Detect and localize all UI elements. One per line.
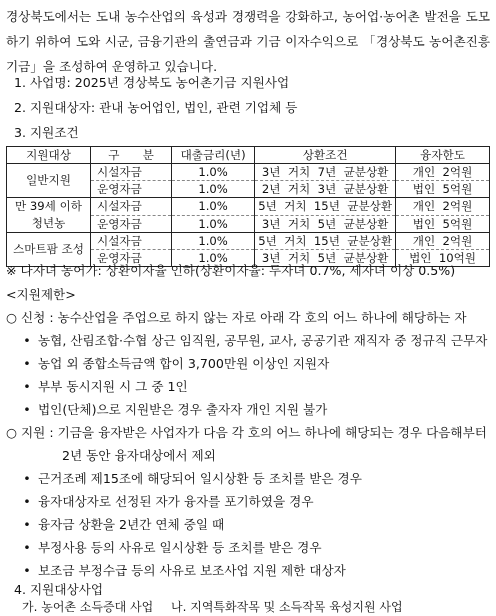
header-target: 지원대상 [7,147,91,164]
support-restriction-heading: ○ 지원 : 기금을 융자받은 사업자가 다음 각 호의 어느 하나에 해당되는 경우 다음해부터 [6,425,487,440]
limit-cell: 개인 2억원 [396,198,490,216]
fund-type: 운영자금 [91,181,172,198]
target-label: 만 39세 이하 [15,199,82,213]
fund-type: 시설자금 [91,233,172,250]
list-item [20,378,188,396]
multi-child-note: ※ 다자녀 농어가: 상환이자율 인하(상환이자율: 두자녀 0.7%, 세자녀 이상 0.5%) [6,263,456,278]
fund-type: 운영자금 [91,250,172,267]
header-rate: 대출금리(년) [171,147,254,164]
rate-cell: 1.0% [171,198,254,216]
repayment-cell: 5년 거치 15년 균분상환 [255,198,396,216]
fund-type: 시설자금 [91,164,172,181]
bullet-icon: • [23,563,31,578]
rate-cell: 1.0% [171,164,254,181]
table-row [7,164,490,181]
target-label: 스마트팜 조성 [13,242,84,256]
bullet-text: 보조금 부정수급 등의 사유로 보조사업 지원 제한 대상자 [38,563,346,578]
restriction-title: <지원제한> [6,287,76,302]
target-general [7,164,91,198]
section4-item-text: 나. 지역특화작목 및 소득작목 육성지원 사업 [171,600,403,614]
section4-item-a [22,599,403,615]
bullet-text: 농업 외 종합소득금액 합이 3,700만원 이상인 지원자 [38,356,330,371]
bullet-icon: • [23,540,31,555]
item-business-name: 1. 사업명: 2025년 경상북도 농어촌기금 지원사업 [14,75,290,90]
limit-cell: 개인 2억원 [396,233,490,250]
fund-type: 시설자금 [91,198,172,216]
item-support-conditions: 3. 지원조건 [14,125,79,140]
rate-cell: 1.0% [171,215,254,233]
repayment-cell: 2년 거치 3년 균분상환 [255,181,396,198]
list-item [20,332,487,350]
list-item [20,401,327,419]
header-repayment: 상환조건 [255,147,396,164]
bullet-text: 농협, 산림조합·수협 상근 임직원, 공무원, 교사, 공공기관 재직자 중 정규직 근무자 [38,333,488,348]
bullet-icon: • [23,471,31,486]
rate-cell: 1.0% [171,233,254,250]
support-conditions-table [6,146,490,267]
target-label: 일반지원 [26,173,71,187]
bullet-icon: • [23,333,31,348]
table-row [7,233,490,250]
list-item [20,562,346,580]
header-category: 구 분 [91,147,172,164]
bullet-text: 융자대상자로 선정된 자가 융자를 포기하였을 경우 [38,494,314,509]
table-row [7,198,490,216]
header-limit: 융자한도 [396,147,490,164]
bullet-icon: • [23,356,31,371]
bullet-icon: • [23,494,31,509]
section4-item-text: 가. 농어촌 소득증대 사업 [22,600,154,614]
bullet-text: 법인(단체)으로 지원받은 경우 출자자 개인 지원 불가 [38,402,328,417]
list-item [20,539,322,557]
bullet-icon: • [23,402,31,417]
fund-type: 운영자금 [91,215,172,233]
target-label: 청년농 [31,216,66,230]
repayment-cell: 3년 거치 7년 균분상환 [255,164,396,181]
repayment-cell: 3년 거치 5년 균분상환 [255,215,396,233]
section4-title: 4. 지원대상사업 [14,582,104,597]
intro-paragraph: 경상북도에서는 도내 농수산업의 육성과 경쟁력을 강화하고, 농어업·농어촌 발전을 도모하기 위하여 도와 시군, 금융기관의 출연금과 기금 이자수익으로 「경상북도 농어촌진흥기금」을 조성하여 운영하고 있습니다. [6,9,490,74]
limit-cell: 법인 5억원 [396,215,490,233]
target-young-farmer [7,198,91,233]
list-item [20,493,314,511]
apply-restriction-heading: ○ 신청 : 농수산업을 주업으로 하지 않는 자로 아래 각 호의 어느 하나에 해당하는 자 [6,310,467,325]
rate-cell: 1.0% [171,250,254,267]
bullet-icon: • [23,379,31,394]
table-header-row [7,147,490,164]
list-item [20,516,224,534]
limit-cell: 법인 10억원 [396,250,490,267]
repayment-cell: 5년 거치 15년 균분상환 [255,233,396,250]
bullet-text: 부부 동시지원 시 그 중 1인 [38,379,188,394]
bullet-text: 융자금 상환을 2년간 연체 중일 때 [38,517,225,532]
bullet-icon: • [23,517,31,532]
list-item [20,355,329,373]
list-item [20,470,362,488]
repayment-cell: 3년 거치 5년 균분상환 [255,250,396,267]
limit-cell: 개인 2억원 [396,164,490,181]
limit-cell: 법인 5억원 [396,181,490,198]
bullet-text: 부정사용 등의 사유로 일시상환 등 조치를 받은 경우 [38,540,322,555]
item-eligible-applicants: 2. 지원대상자: 관내 농어업인, 법인, 관련 기업체 등 [14,100,298,115]
rate-cell: 1.0% [171,181,254,198]
bullet-text: 근거조례 제15조에 해당되어 일시상환 등 조치를 받은 경우 [38,471,362,486]
support-restriction-heading-cont: 2년 동안 융자대상에서 제외 [62,448,216,463]
